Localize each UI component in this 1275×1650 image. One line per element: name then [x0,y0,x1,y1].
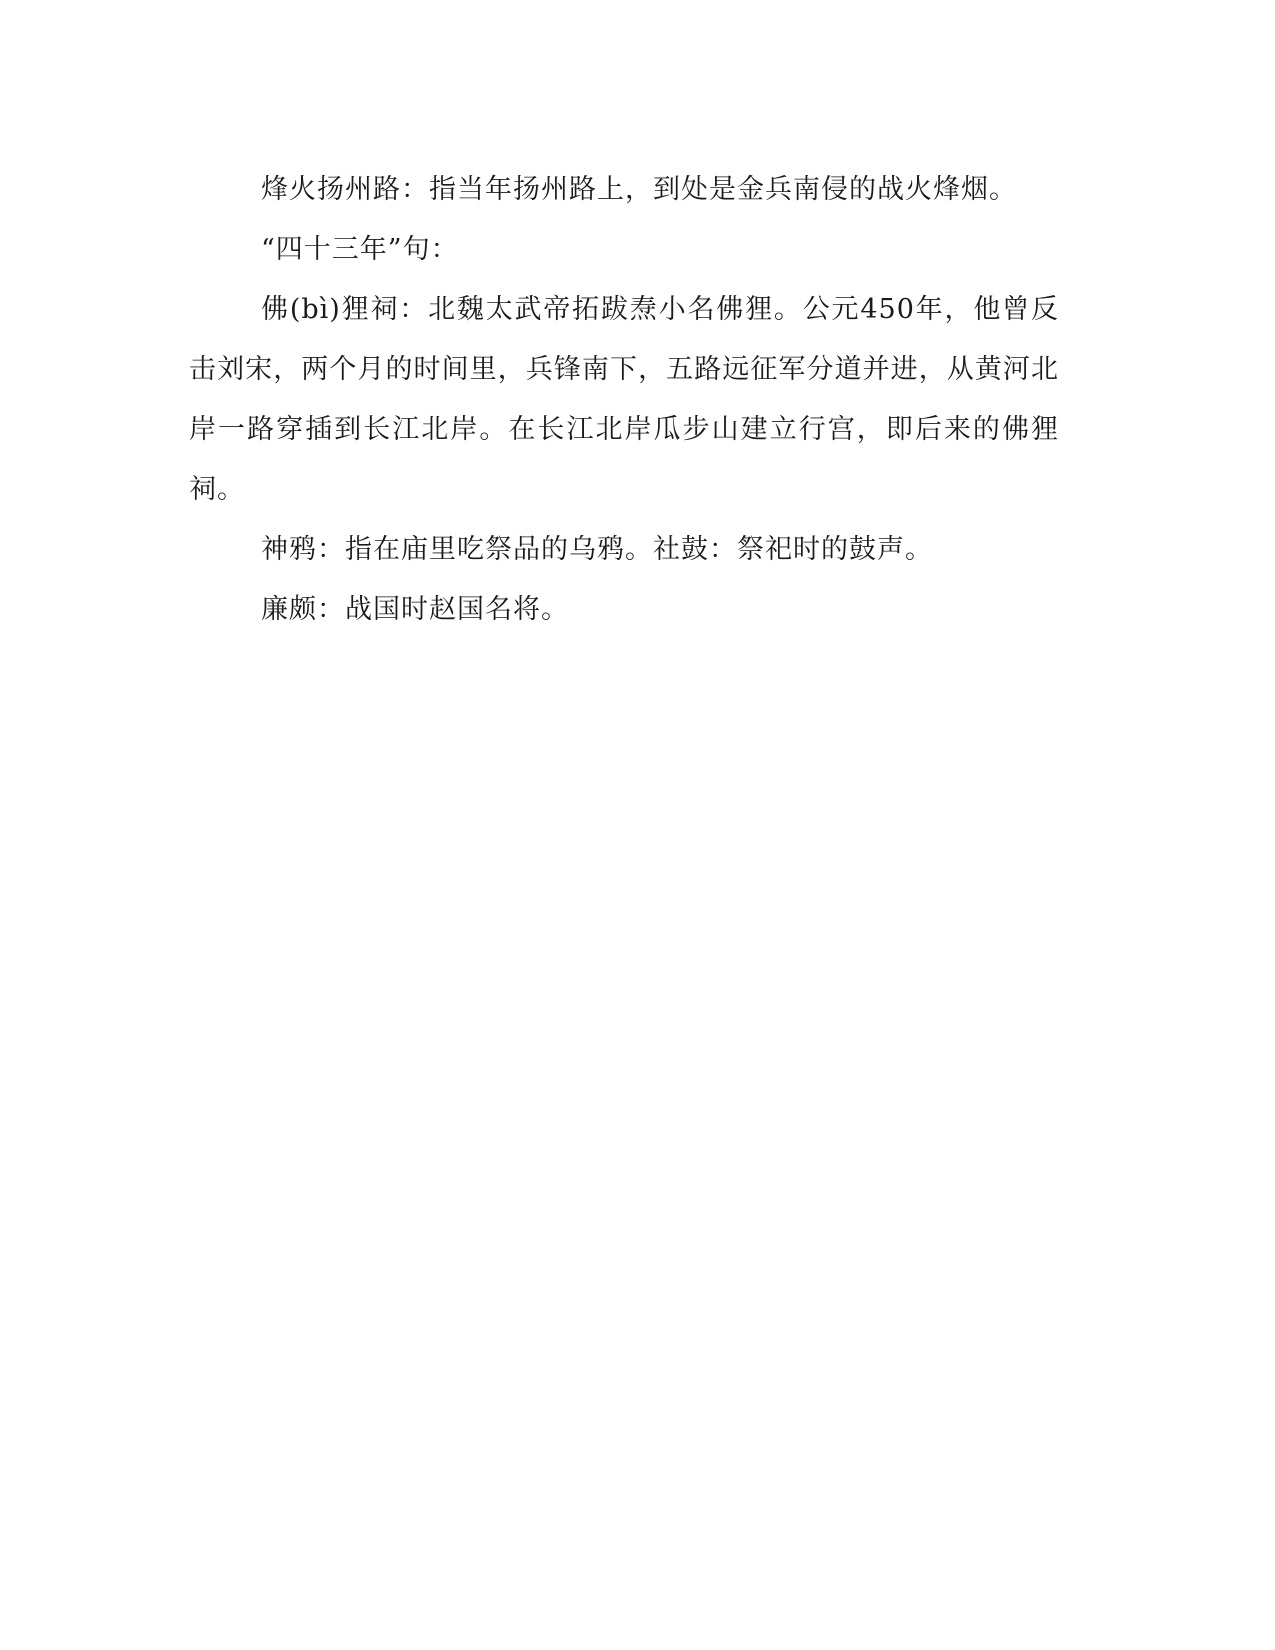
annotation-paragraph-sishisannian: “四十三年”句： [261,234,459,265]
annotation-paragraph-shenya: 神鸦：指在庙里吃祭品的乌鸦。社鼓：祭祀时的鼓声。 [261,534,933,565]
annotation-paragraph-lianpo: 廉颇：战国时赵国名将。 [261,594,569,625]
annotation-paragraph-folici: 佛(bì)狸祠：北魏太武帝拓跋焘小名佛狸。公元450年，他曾反击刘宋，两个月的时间里，兵锋南下，五路远征军分道并进，从黄河北岸一路穿插到长江北岸。在长江北岸瓜步山建立行宫，即后来的佛狸祠。 [189,294,1059,505]
annotation-paragraph-fenghuo: 烽火扬州路：指当年扬州路上，到处是金兵南侵的战火烽烟。 [261,174,1017,205]
document-body [189,160,1059,640]
